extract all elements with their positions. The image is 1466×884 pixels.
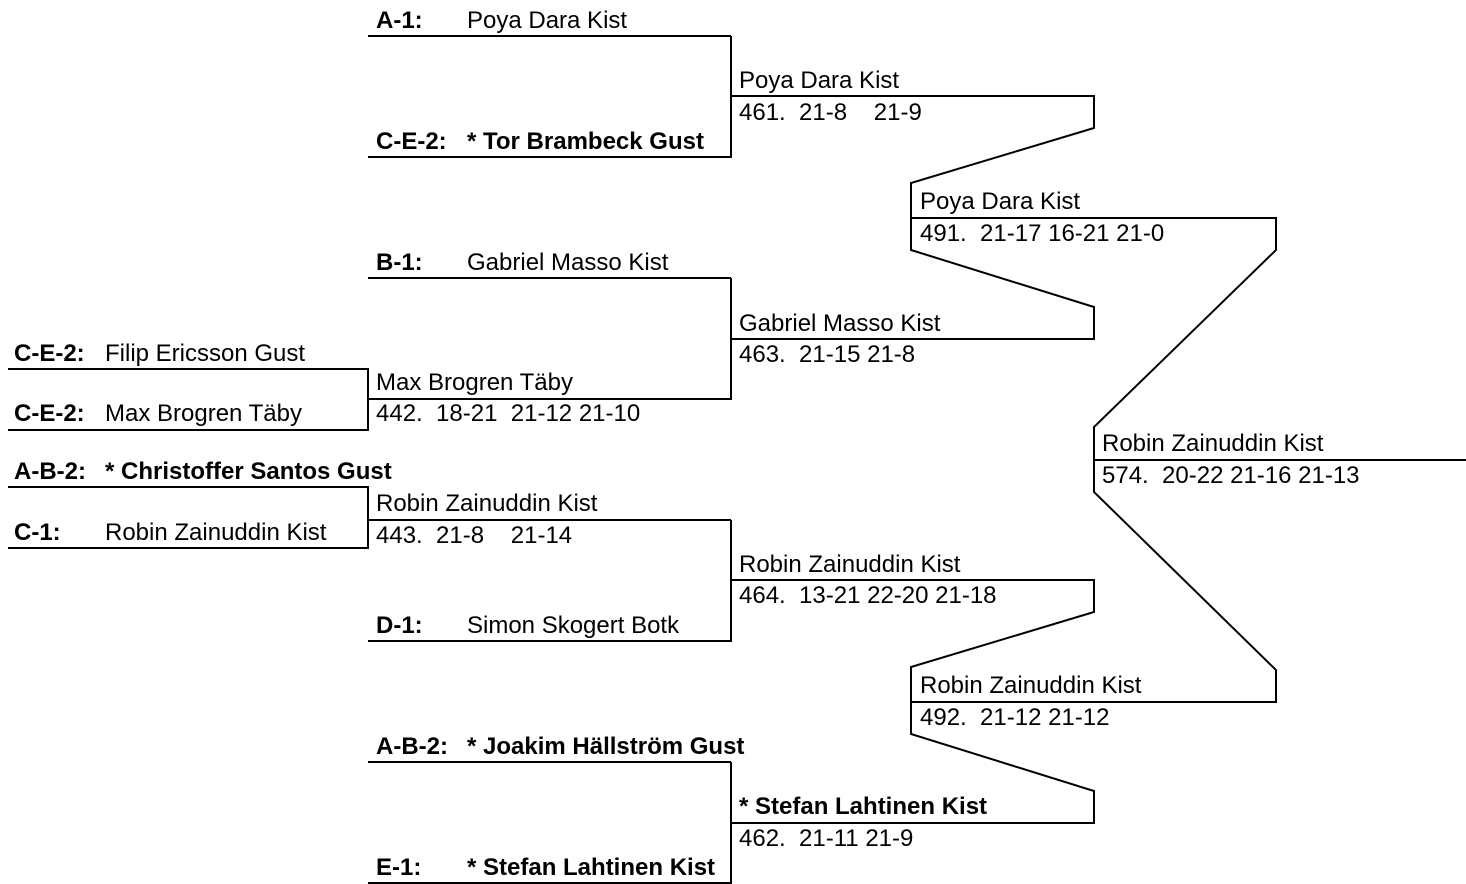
match-winner: Robin Zainuddin Kist xyxy=(739,551,961,578)
seed-label: C-E-2: xyxy=(376,128,447,155)
player-name: Simon Skogert Botk xyxy=(467,612,680,639)
seed-label: C-E-2: xyxy=(14,340,85,367)
player-name: * Tor Brambeck Gust xyxy=(467,128,704,155)
match-result: 461. 21-8 21-9 xyxy=(739,99,922,126)
match-winner: Robin Zainuddin Kist xyxy=(1102,430,1324,457)
match-winner: * Stefan Lahtinen Kist xyxy=(739,793,988,820)
player-name: Poya Dara Kist xyxy=(467,7,628,34)
player-name: * Joakim Hällström Gust xyxy=(467,733,745,760)
seed-label: C-E-2: xyxy=(14,400,85,427)
match-winner: Robin Zainuddin Kist xyxy=(920,672,1142,699)
seed-label: E-1: xyxy=(376,854,422,881)
player-name: Max Brogren Täby xyxy=(105,400,302,427)
match-result: 574. 20-22 21-16 21-13 xyxy=(1102,462,1360,489)
player-name: Filip Ericsson Gust xyxy=(105,340,306,367)
player-name: * Stefan Lahtinen Kist xyxy=(467,854,716,881)
match-result: 464. 13-21 22-20 21-18 xyxy=(739,582,997,609)
seed-label: A-1: xyxy=(376,7,423,34)
match-result: 443. 21-8 21-14 xyxy=(376,522,573,549)
seed-label: D-1: xyxy=(376,612,423,639)
match-winner: Max Brogren Täby xyxy=(376,369,573,396)
match-winner: Robin Zainuddin Kist xyxy=(376,490,598,517)
player-name: Robin Zainuddin Kist xyxy=(105,519,327,546)
match-result: 442. 18-21 21-12 21-10 xyxy=(376,400,641,427)
seed-label: B-1: xyxy=(376,249,423,276)
seed-label: C-1: xyxy=(14,519,61,546)
match-winner: Gabriel Masso Kist xyxy=(739,310,941,337)
match-result: 491. 21-17 16-21 21-0 xyxy=(920,220,1165,247)
player-name: * Christoffer Santos Gust xyxy=(105,458,392,485)
seed-label: A-B-2: xyxy=(376,733,448,760)
match-result: 492. 21-12 21-12 xyxy=(920,704,1110,731)
match-winner: Poya Dara Kist xyxy=(739,67,900,94)
match-result: 462. 21-11 21-9 xyxy=(739,825,914,852)
player-name: Gabriel Masso Kist xyxy=(467,249,669,276)
seed-label: A-B-2: xyxy=(14,458,86,485)
match-winner: Poya Dara Kist xyxy=(920,188,1081,215)
match-result: 463. 21-15 21-8 xyxy=(739,341,916,368)
